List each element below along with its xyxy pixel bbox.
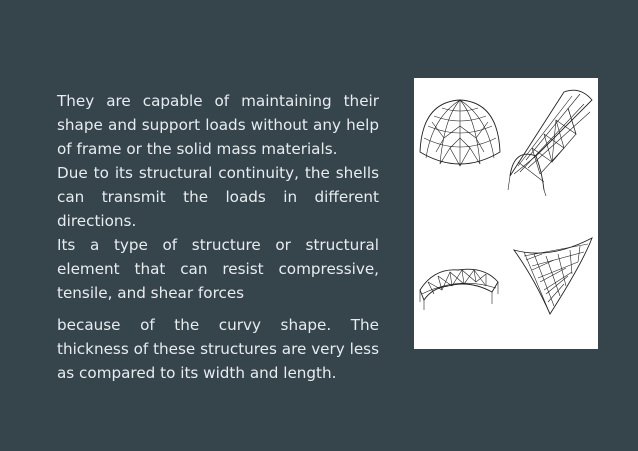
barrel-vault-icon	[508, 90, 592, 196]
paragraph-load-transmission: Due to its structural continuity, the shells can transmit the loads in different directions.	[57, 164, 379, 230]
paragraph-resist-forces: Its a type of structure or structural element that can resist compressive, tensile, and shear forces	[57, 236, 379, 302]
paragraph-shape-support: They are capable of maintaining their shape and support loads without any help of frame or the solid mass materials.	[57, 92, 379, 158]
shallow-arch-shell-icon	[420, 269, 498, 310]
hyperbolic-paraboloid-icon	[514, 238, 592, 314]
shell-structures-figure	[414, 78, 598, 349]
shell-structures-drawing	[414, 78, 598, 349]
paragraph-thickness: because of the curvy shape. The thickness of these structures are very less as compared to its width and length.	[57, 316, 379, 382]
text-block	[57, 89, 379, 385]
geodesic-dome-icon	[420, 100, 500, 166]
